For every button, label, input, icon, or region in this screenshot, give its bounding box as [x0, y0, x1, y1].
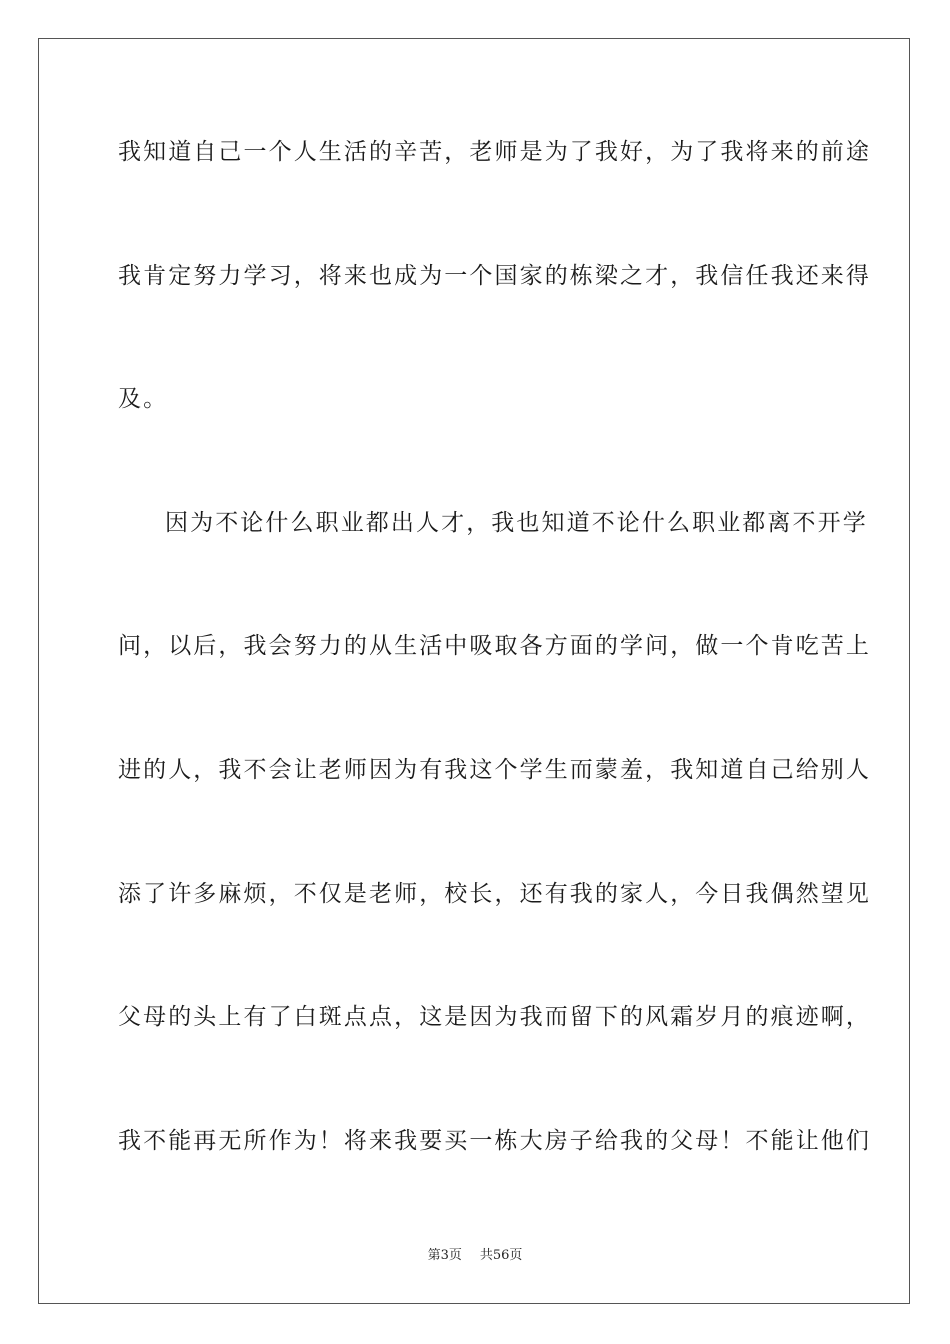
page-total: 共56页 [479, 1248, 523, 1263]
text-line: 父母的头上有了白斑点点，这是因为我而留下的风霜岁月的痕迹啊， [118, 1004, 871, 1030]
paragraph-start-line: 因为不论什么职业都出人才，我也知道不论什么职业都离不开学 [165, 510, 868, 536]
page-footer [0, 1247, 950, 1265]
page-number: 第3页 [427, 1248, 462, 1263]
page-border [38, 38, 910, 1304]
text-line: 问，以后，我会努力的从生活中吸取各方面的学问，做一个肯吃苦上 [118, 633, 871, 659]
text-line: 添了许多麻烦，不仅是老师，校长，还有我的家人，今日我偶然望见 [118, 881, 871, 907]
text-line: 我知道自己一个人生活的辛苦，老师是为了我好，为了我将来的前途 [118, 139, 871, 165]
text-line: 我肯定努力学习，将来也成为一个国家的栋梁之才，我信任我还来得 [118, 263, 871, 289]
text-line: 进的人，我不会让老师因为有我这个学生而蒙羞，我知道自己给别人 [118, 757, 871, 783]
text-line: 我不能再无所作为！将来我要买一栋大房子给我的父母！不能让他们 [118, 1128, 871, 1154]
text-line: 及。 [118, 386, 169, 412]
